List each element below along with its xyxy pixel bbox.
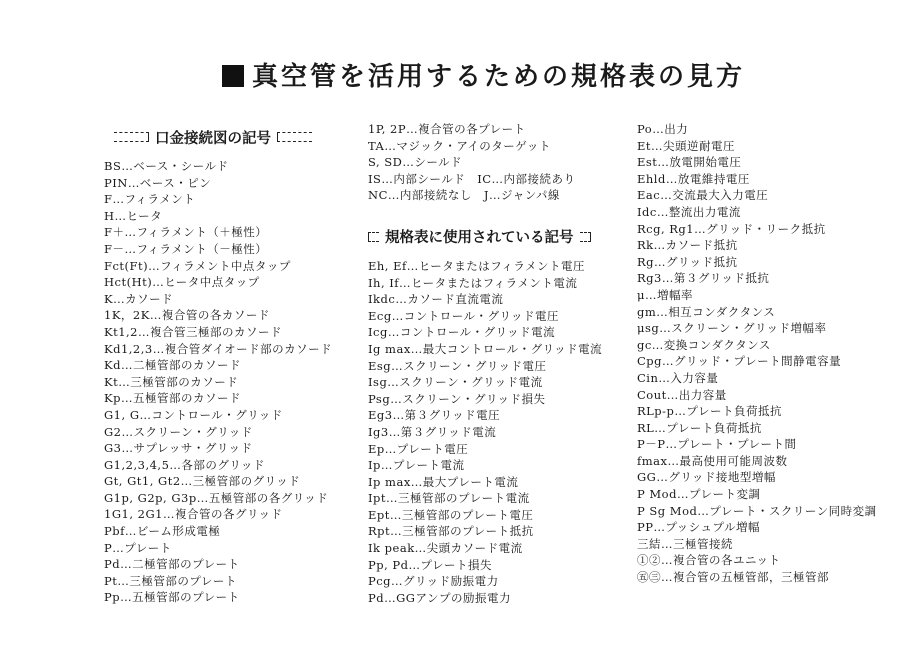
dashed-bracket-right-icon [277, 132, 312, 142]
symbol-entry: Esg…スクリーン・グリッド電圧 [368, 358, 547, 373]
symbol-entry: gm…相互コンダクタンス [637, 304, 776, 319]
symbol-entry: Ehld…放電維持電圧 [637, 171, 750, 186]
section-heading-text: 規格表に使用されている記号 [385, 230, 574, 247]
page-title [222, 56, 745, 93]
spec-symbols-list [368, 258, 630, 606]
symbol-entry: Et…尖頭逆耐電圧 [637, 138, 736, 153]
symbol-entry: Ept…三極管部のプレート電圧 [368, 507, 534, 522]
symbol-entry: P Mod…プレート変調 [637, 487, 761, 502]
symbol-entry: ㊄㊂…複合管の五極管部，三極管部 [637, 570, 829, 585]
symbol-entry: Kd…二極管部のカソード [104, 358, 241, 373]
symbol-entry: Ep…プレート電圧 [368, 441, 469, 456]
section-heading-text: 口金接続図の記号 [155, 130, 271, 147]
symbol-entry: Fct(Ft)…フィラメント中点タップ [104, 258, 291, 273]
symbol-entry: Eh, Ef…ヒータまたはフィラメント電圧 [368, 258, 586, 273]
symbol-entry: Kt1,2…複合管三極部のカソード [104, 324, 283, 339]
symbol-entry: 1G1, 2G1…複合管の各グリッド [104, 507, 283, 522]
symbol-entry: Pt…三極管部のプレート [104, 573, 237, 588]
symbol-entry: Eg3…第３グリッド電圧 [368, 408, 501, 423]
symbol-entry: Isg…スクリーン・グリッド電流 [368, 375, 543, 390]
symbol-entry: 1P, 2P…複合管の各プレート [368, 122, 526, 136]
symbol-entry: Icg…コントロール・グリッド電流 [368, 325, 556, 340]
symbol-entry: fmax…最高使用可能周波数 [637, 453, 788, 468]
symbol-entry: Cin…入力容量 [637, 370, 719, 385]
column-base-connection [104, 126, 354, 606]
symbol-entry: Ecg…コントロール・グリッド電圧 [368, 308, 560, 323]
symbol-entry: Rg…グリッド抵抗 [637, 254, 738, 269]
symbol-entry: F＋…フィラメント（＋極性） [104, 225, 268, 240]
symbol-entry: Rcg, Rg1…グリッド・リーク抵抗 [637, 221, 826, 236]
symbol-entry: G1p, G2p, G3p…五極管部の各グリッド [104, 490, 329, 505]
symbol-entry: H…ヒータ [104, 208, 163, 223]
symbol-entry: Po…出力 [637, 122, 689, 136]
symbol-entry: G1,2,3,4,5…各部のグリッド [104, 457, 265, 472]
symbol-entry: Pbf…ビーム形成電極 [104, 524, 221, 539]
section-heading-base-connection [114, 126, 354, 148]
page-title-text: 真空管を活用するための規格表の見方 [252, 62, 746, 92]
symbol-entry: Ipt…三極管部のプレート電流 [368, 491, 530, 506]
symbol-entry: F－…フィラメント（－極性） [104, 241, 268, 256]
symbol-entry: F…フィラメント [104, 192, 196, 207]
bracket-left-icon [368, 232, 379, 242]
symbol-entry: PIN…ベース・ピン [104, 175, 212, 190]
symbol-entry: P－P…プレート・プレート間 [637, 437, 797, 452]
symbol-entry: Rpt…三極管部のプレート抵抗 [368, 524, 534, 539]
symbol-entry: Ig max…最大コントロール・グリッド電流 [368, 341, 603, 356]
symbol-entry: K…カソード [104, 291, 174, 306]
symbol-entry: μ…増幅率 [637, 287, 693, 302]
symbol-entry: Cpg…グリッド・プレート間静電容量 [637, 354, 842, 369]
symbol-entry: Gt, Gt1, Gt2…三極管部のグリッド [104, 474, 301, 489]
symbol-entry: S, SD…シールド [368, 155, 463, 170]
symbol-entry: TA…マジック・アイのターゲット [368, 138, 551, 153]
column-right [637, 121, 895, 586]
symbol-entry: Est…放電開始電圧 [637, 155, 742, 170]
symbol-entry: Idc…整流出力電流 [637, 204, 741, 219]
symbol-entry: Pcg…グリッド励振電力 [368, 574, 499, 589]
symbol-entry: Ih, If…ヒータまたはフィラメント電流 [368, 275, 578, 290]
symbol-entry: Kp…五極管部のカソード [104, 391, 241, 406]
symbol-entry: 三結…三極管接続 [637, 536, 733, 551]
section-heading-spec-symbols [368, 226, 630, 248]
symbol-entry: 1K，2K…複合管の各カソード [104, 308, 270, 323]
symbol-entry: Kt…三極管部のカソード [104, 374, 239, 389]
dashed-bracket-left-icon [114, 132, 149, 142]
spec-symbols-cont-list [637, 121, 895, 586]
base-connection-list [104, 158, 354, 606]
symbol-entry: G1, G…コントロール・グリッド [104, 407, 283, 422]
symbol-entry: Rk…カソード抵抗 [637, 238, 738, 253]
symbol-entry: Pp…五極管部のプレート [104, 590, 240, 605]
symbol-entry: RL…プレート負荷抵抗 [637, 420, 762, 435]
bracket-right-icon [580, 232, 591, 242]
column-middle [368, 121, 630, 606]
symbol-entry: BS…ベース・シールド [104, 159, 229, 173]
symbol-entry: P Sg Mod…プレート・スクリーン同時変調 [637, 503, 877, 518]
symbol-entry: G3…サプレッサ・グリッド [104, 441, 253, 456]
symbol-entry: μsg…スクリーン・グリッド増幅率 [637, 321, 827, 336]
symbol-entry: gc…変換コンダクタンス [637, 337, 771, 352]
symbol-entry: G2…スクリーン・グリッド [104, 424, 253, 439]
symbol-entry: Pd…GGアンプの励振電力 [368, 590, 512, 605]
symbol-entry: Ig3…第３グリッド電流 [368, 424, 497, 439]
symbol-entry: Pd…二極管部のプレート [104, 557, 240, 572]
symbol-entry: Ikdc…カソード直流電流 [368, 292, 504, 307]
symbol-entry: P…プレート [104, 540, 172, 555]
symbol-entry: Kd1,2,3…複合管ダイオード部のカソード [104, 341, 333, 356]
symbol-entry: Cout…出力容量 [637, 387, 727, 402]
symbol-entry: GG…グリッド接地型増幅 [637, 470, 776, 485]
symbol-entry: PP…プッシュプル増幅 [637, 520, 760, 535]
symbol-entry: Ik peak…尖頭カソード電流 [368, 541, 523, 556]
base-connection-cont-list [368, 121, 630, 204]
symbol-entry: Psg…スクリーン・グリッド損失 [368, 391, 546, 406]
symbol-entry: RLp-p…プレート負荷抵抗 [637, 404, 782, 419]
symbol-entry: Hct(Ht)…ヒータ中点タップ [104, 275, 260, 290]
symbol-entry: IS…内部シールド IC…内部接続あり [368, 171, 576, 186]
symbol-entry: Rg3…第３グリッド抵抗 [637, 271, 770, 286]
symbol-entry: Eac…交流最大入力電圧 [637, 188, 769, 203]
symbol-entry: NC…内部接続なし J…ジャンパ線 [368, 188, 560, 203]
symbol-entry: Pp, Pd…プレート損失 [368, 557, 493, 572]
square-bullet-icon [222, 65, 244, 87]
symbol-entry: Ip…プレート電流 [368, 458, 465, 473]
symbol-entry: Ip max…最大プレート電流 [368, 474, 519, 489]
symbol-entry: ①②…複合管の各ユニット [637, 553, 781, 568]
